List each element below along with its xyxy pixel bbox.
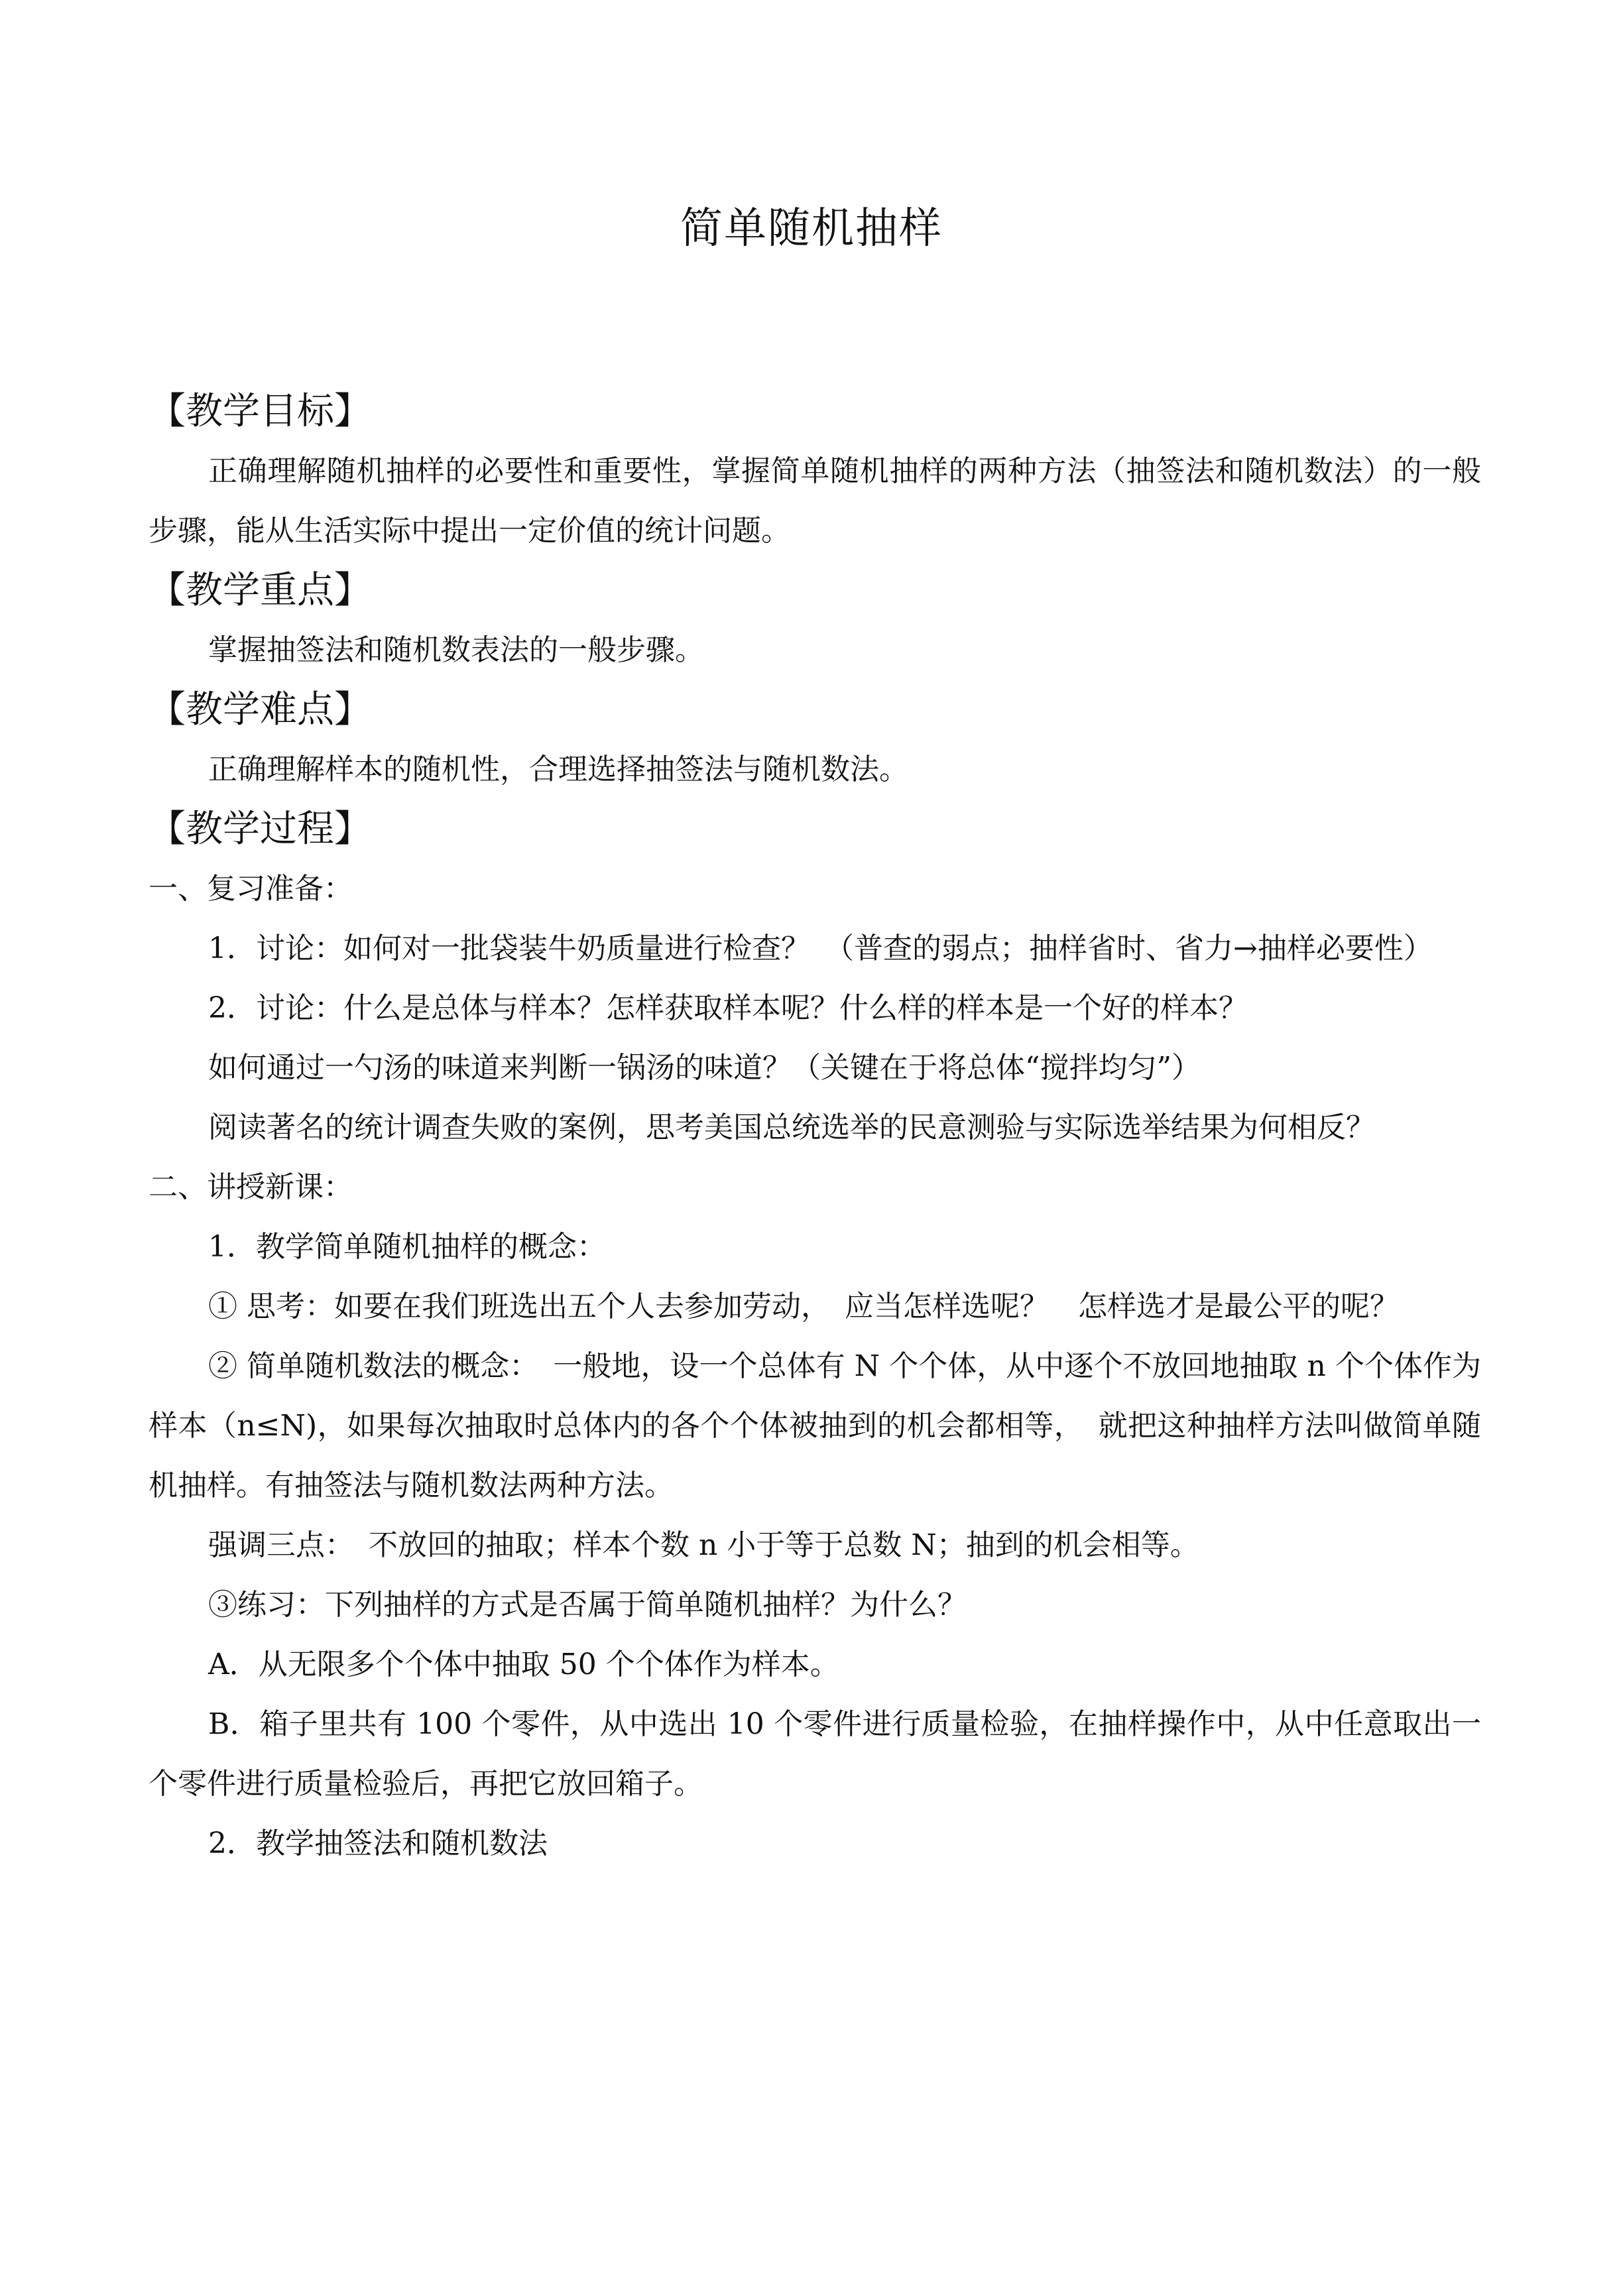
new-lesson-item-2: ① 思考：如要在我们班选出五个人去参加劳动， 应当怎样选呢？ 怎样选才是最公平的呢？ [208, 1290, 1399, 1323]
new-lesson-item-5: ③练习：下列抽样的方式是否属于简单随机抽样？为什么？ [208, 1588, 967, 1622]
new-lesson-item-7: B．箱子里共有 100 个零件，从中选出 10 个零件进行质量检验，在抽样操作中，从中任意取出一个零件进行质量检验后，再把它放回箱子。 [149, 1707, 1481, 1801]
heading-process: 【教学过程】 [149, 808, 371, 851]
review-section-title: 一、复习准备： [149, 872, 353, 906]
new-lesson-section-title: 二、讲授新课： [149, 1170, 353, 1204]
heading-difficulties: 【教学难点】 [149, 688, 371, 731]
new-lesson-item-1: 1．教学简单随机抽样的概念： [208, 1230, 606, 1264]
review-item-2: 2．讨论：什么是总体与样本？怎样获取样本呢？什么样的样本是一个好的样本？ [208, 991, 1248, 1025]
new-lesson-item-4: 强调三点： 不放回的抽取；样本个数 n 小于等于总数 N；抽到的机会相等。 [208, 1528, 1199, 1562]
key-points-text: 掌握抽签法和随机数表法的一般步骤。 [208, 633, 704, 667]
heading-key-points: 【教学重点】 [149, 569, 371, 612]
review-item-1: 1．讨论：如何对一批袋装牛奶质量进行检查？ （普查的弱点；抽样省时、省力→抽样必要性） [208, 932, 1433, 965]
difficulties-text: 正确理解样本的随机性，合理选择抽签法与随机数法。 [208, 753, 908, 786]
page-title: 简单随机抽样 [680, 204, 943, 253]
review-item-3: 如何通过一勺汤的味道来判断一锅汤的味道？（关键在于将总体“搅拌均匀”） [208, 1051, 1201, 1085]
new-lesson-item-3: ② 简单随机数法的概念： 一般地，设一个总体有 N 个个体，从中逐个不放回地抽取 n 个个体作为样本（n≤N)，如果每次抽取时总体内的各个个体被抽到的机会都相等， 就把这种抽样方法叫做简单随机抽样。有抽签法与随机数法两种方法。 [149, 1349, 1482, 1502]
review-item-4: 阅读著名的统计调查失败的案例，思考美国总统选举的民意测验与实际选举结果为何相反？ [208, 1111, 1375, 1144]
new-lesson-item-6: A．从无限多个个体中抽取 50 个个体作为样本。 [208, 1648, 839, 1681]
heading-objectives: 【教学目标】 [149, 390, 371, 433]
new-lesson-item-8: 2．教学抽签法和随机数法 [208, 1827, 548, 1860]
document-body [149, 382, 1481, 1874]
objectives-text: 正确理解随机抽样的必要性和重要性，掌握简单随机抽样的两种方法（抽签法和随机数法）的一般步骤，能从生活实际中提出一定价值的统计问题。 [149, 454, 1481, 548]
